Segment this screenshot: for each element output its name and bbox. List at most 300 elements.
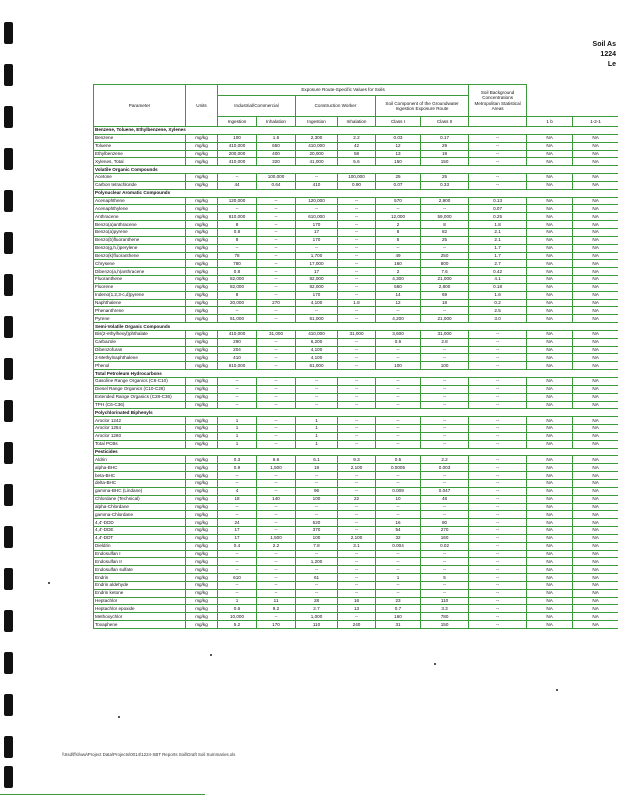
value-cell: 29 [421,142,469,150]
value-cell: -- [218,174,257,182]
value-cell: -- [338,385,376,393]
table-row [94,597,618,605]
value-cell: -- [257,205,296,213]
value-cell: NA [573,558,618,566]
value-cell: NA [573,621,618,629]
value-cell: 610,000 [218,362,257,370]
parameter-cell: Gasoline Range Organics (C6-C10) [94,378,186,386]
units-cell: mg/kg [186,519,218,527]
value-cell: 17 [218,527,257,535]
section-title: Polynuclear Aromatic Compounds [94,189,618,197]
value-cell: -- [218,385,257,393]
units-cell: mg/kg [186,346,218,354]
value-cell: -- [376,393,421,401]
table-row [94,283,618,291]
value-cell: NA [573,228,618,236]
table-row [94,158,618,166]
units-cell: mg/kg [186,621,218,629]
value-cell: -- [218,393,257,401]
value-cell: NA [573,487,618,495]
value-cell: 2,100 [338,534,376,542]
value-cell: NA [573,213,618,221]
value-cell: -- [257,268,296,276]
value-cell: 800 [421,260,469,268]
parameter-cell: Benzo(a)pyrene [94,228,186,236]
value-cell: 7.8 [296,542,338,550]
value-cell: 100,000 [338,174,376,182]
value-cell: 1 [296,425,338,433]
value-cell: -- [296,244,338,252]
units-cell: mg/kg [186,307,218,315]
table-row [94,385,618,393]
value-cell: 2.2 [257,542,296,550]
value-cell: 4,100 [296,346,338,354]
value-cell: -- [218,566,257,574]
value-cell: 0.3 [218,456,257,464]
value-cell: 2,300 [296,134,338,142]
units-cell: mg/kg [186,158,218,166]
section-row [94,370,618,378]
value-cell: 8 [421,221,469,229]
value-cell: -- [376,354,421,362]
value-cell: NA [573,158,618,166]
value-cell: -- [421,432,469,440]
value-cell: -- [469,519,527,527]
value-cell: NA [527,346,573,354]
header-class-2: Class II [421,117,469,127]
value-cell: -- [338,581,376,589]
table-row [94,181,618,189]
parameter-cell: Endosulfan sulfate [94,566,186,574]
value-cell: -- [421,378,469,386]
parameter-cell: Acenaphthene [94,197,186,205]
value-cell: 17,000 [296,260,338,268]
units-cell: mg/kg [186,197,218,205]
binder-hole [4,232,13,254]
value-cell: -- [218,589,257,597]
section-title: Total Petroleum Hydrocarbons [94,370,618,378]
value-cell: 31 [376,621,421,629]
parameter-cell: Heptachlor epoxide [94,605,186,613]
value-cell: -- [469,621,527,629]
units-cell: mg/kg [186,299,218,307]
value-cell: -- [257,338,296,346]
value-cell: -- [469,472,527,480]
binder-hole [4,316,13,338]
value-cell: NA [573,181,618,189]
header-soil-component: Soil Component of the Groundwater Ingestion Exposure Route [376,96,469,117]
value-cell: -- [338,338,376,346]
binder-hole [4,22,13,44]
value-cell: 4 [218,487,257,495]
value-cell: 4.1 [469,276,527,284]
table-row [94,346,618,354]
value-cell: 650 [257,142,296,150]
value-cell: 110 [296,621,338,629]
value-cell: 19 [421,150,469,158]
value-cell: -- [257,613,296,621]
header-line-3: Le [607,61,616,68]
units-cell: mg/kg [186,315,218,323]
value-cell: NA [527,472,573,480]
value-cell: -- [257,354,296,362]
value-cell: 3.0 [469,315,527,323]
header-parameter: Parameter [94,85,186,127]
value-cell: NA [573,472,618,480]
value-cell: 6.1 [296,456,338,464]
table-row [94,519,618,527]
value-cell: -- [421,354,469,362]
value-cell: 150 [376,158,421,166]
value-cell: -- [218,558,257,566]
value-cell: 0.07 [469,205,527,213]
value-cell: 0.003 [421,464,469,472]
value-cell: NA [527,291,573,299]
section-row [94,127,618,135]
parameter-cell: gamma-BHC (Lindane) [94,487,186,495]
value-cell: -- [257,432,296,440]
value-cell: 110 [421,597,469,605]
header-units: Units [186,85,218,127]
value-cell: 22 [338,495,376,503]
value-cell: -- [376,566,421,574]
value-cell: 3.3 [421,605,469,613]
parameter-cell: Aroclor 1254 [94,425,186,433]
value-cell: 1.7 [469,244,527,252]
value-cell: 100 [296,495,338,503]
parameter-cell: Carbon tetrachloride [94,181,186,189]
section-row [94,189,618,197]
value-cell: -- [338,283,376,291]
value-cell: 2.2 [421,456,469,464]
value-cell: 5 [376,236,421,244]
parameter-cell: Fluorene [94,283,186,291]
value-cell: 9.3 [338,456,376,464]
value-cell: NA [527,221,573,229]
value-cell: -- [469,440,527,448]
value-cell: -- [469,558,527,566]
units-cell: mg/kg [186,362,218,370]
units-cell: mg/kg [186,495,218,503]
value-cell: -- [421,417,469,425]
value-cell: 610 [218,574,257,582]
value-cell: NA [527,534,573,542]
value-cell: 69 [421,291,469,299]
value-cell: 8 [376,228,421,236]
table-row [94,566,618,574]
value-cell: -- [469,534,527,542]
units-cell: mg/kg [186,487,218,495]
value-cell: -- [469,566,527,574]
value-cell: -- [338,252,376,260]
value-cell: -- [218,479,257,487]
header-sb-sub-2: 1-2-1 [573,117,618,127]
value-cell: 410,000 [296,142,338,150]
units-cell: mg/kg [186,511,218,519]
value-cell: NA [527,550,573,558]
value-cell: NA [527,354,573,362]
value-cell: -- [376,581,421,589]
value-cell: 0.33 [421,181,469,189]
value-cell: -- [296,378,338,386]
units-cell: mg/kg [186,228,218,236]
units-cell: mg/kg [186,291,218,299]
value-cell: 0.009 [376,487,421,495]
value-cell: 410 [296,181,338,189]
value-cell: 2 [376,268,421,276]
value-cell: 170 [257,621,296,629]
value-cell: -- [338,550,376,558]
value-cell: NA [573,330,618,338]
scan-speck [434,663,436,665]
value-cell: NA [527,527,573,535]
value-cell: 28 [296,597,338,605]
value-cell: -- [469,401,527,409]
value-cell: -- [469,330,527,338]
value-cell: NA [527,597,573,605]
value-cell: -- [338,574,376,582]
value-cell: -- [469,503,527,511]
table-row [94,252,618,260]
value-cell: NA [573,401,618,409]
value-cell: -- [376,244,421,252]
binder-hole [4,766,13,788]
value-cell: -- [338,472,376,480]
value-cell: 82 [421,228,469,236]
value-cell: -- [421,425,469,433]
parameter-cell: 4,4'-DDT [94,534,186,542]
value-cell: -- [257,574,296,582]
table-row [94,134,618,142]
section-row [94,409,618,417]
units-cell: mg/kg [186,534,218,542]
value-cell: 31,000 [338,330,376,338]
value-cell: -- [257,346,296,354]
parameter-cell: Heptachlor [94,597,186,605]
value-cell: 0.6 [376,338,421,346]
value-cell: -- [469,432,527,440]
value-cell: 0.0005 [376,464,421,472]
value-cell: -- [257,315,296,323]
value-cell: NA [573,550,618,558]
table-row [94,503,618,511]
value-cell: 120,000 [296,197,338,205]
value-cell: 4,300 [376,276,421,284]
parameter-cell: Fluoranthene [94,276,186,284]
value-cell: 12 [376,299,421,307]
value-cell: 2.8 [421,338,469,346]
value-cell: NA [527,385,573,393]
value-cell: 120,000 [218,197,257,205]
value-cell: 1 [218,597,257,605]
value-cell: 410,000 [218,330,257,338]
parameter-cell: Methoxychlor [94,613,186,621]
table-row [94,268,618,276]
value-cell: -- [296,205,338,213]
value-cell: -- [338,479,376,487]
parameter-cell: Phenol [94,362,186,370]
header-line-2: 1224 [600,51,616,58]
table-row [94,150,618,158]
value-cell: NA [527,432,573,440]
section-row [94,448,618,456]
value-cell: NA [573,378,618,386]
value-cell: 240 [338,621,376,629]
value-cell: 204 [218,346,257,354]
units-cell: mg/kg [186,338,218,346]
value-cell: NA [573,393,618,401]
table-row [94,534,618,542]
value-cell: NA [573,268,618,276]
table-row [94,550,618,558]
value-cell: 24 [218,519,257,527]
value-cell: 170 [296,236,338,244]
value-cell: 170 [296,291,338,299]
value-cell: 0.8 [218,268,257,276]
value-cell: NA [527,268,573,276]
value-cell: NA [573,581,618,589]
binder-hole [4,106,13,128]
value-cell: -- [257,566,296,574]
header-exposure-group: Exposure Route-Specific Values for Soils [218,85,469,96]
value-cell: NA [527,425,573,433]
value-cell: -- [376,550,421,558]
value-cell: 11 [257,597,296,605]
value-cell: 0.7 [376,605,421,613]
value-cell: -- [469,393,527,401]
parameter-cell: Ethylbenzene [94,150,186,158]
value-cell: -- [469,613,527,621]
value-cell: NA [573,527,618,535]
scan-speck [118,716,120,718]
table-row [94,589,618,597]
value-cell: NA [573,519,618,527]
value-cell: 54 [376,527,421,535]
binder-hole [4,736,13,758]
value-cell: 1.7 [469,252,527,260]
value-cell: -- [338,503,376,511]
value-cell: -- [376,401,421,409]
value-cell: -- [421,581,469,589]
value-cell: NA [573,236,618,244]
value-cell: 2.7 [296,605,338,613]
binder-hole [4,442,13,464]
value-cell: 1.8 [469,221,527,229]
units-cell: mg/kg [186,440,218,448]
value-cell: 2.5 [469,307,527,315]
table-row [94,440,618,448]
value-cell: -- [257,440,296,448]
table-row [94,307,618,315]
value-cell: NA [573,150,618,158]
value-cell: -- [469,338,527,346]
value-cell: 100 [376,362,421,370]
value-cell: 0.5 [376,456,421,464]
value-cell: 410 [218,354,257,362]
value-cell: 0.6 [218,605,257,613]
value-cell: -- [218,511,257,519]
value-cell: -- [469,527,527,535]
units-cell: mg/kg [186,566,218,574]
parameter-cell: Anthracene [94,213,186,221]
value-cell: 32 [376,534,421,542]
value-cell: 12,000 [376,213,421,221]
value-cell: 10,000 [218,613,257,621]
units-cell: mg/kg [186,150,218,158]
units-cell: mg/kg [186,597,218,605]
value-cell: 10 [376,495,421,503]
value-cell: 1 [218,425,257,433]
table-row [94,417,618,425]
value-cell: -- [469,134,527,142]
value-cell: 4,100 [296,299,338,307]
table-row [94,472,618,480]
value-cell: -- [376,503,421,511]
units-cell: mg/kg [186,276,218,284]
table-row [94,401,618,409]
value-cell: NA [527,581,573,589]
value-cell: NA [573,417,618,425]
units-cell: mg/kg [186,574,218,582]
value-cell: 61,000 [296,362,338,370]
section-row [94,166,618,174]
value-cell: NA [573,307,618,315]
value-cell: 1 [218,432,257,440]
document-header [593,40,616,70]
parameter-cell: Benzo(b)fluoranthene [94,236,186,244]
value-cell: NA [573,503,618,511]
value-cell: 0.13 [469,197,527,205]
value-cell: -- [257,589,296,597]
units-cell: mg/kg [186,142,218,150]
value-cell: -- [376,307,421,315]
value-cell: 0.07 [376,181,421,189]
value-cell: -- [296,503,338,511]
header-inhalation: Inhalation [338,117,376,127]
value-cell: -- [469,181,527,189]
value-cell: 0.2 [469,299,527,307]
value-cell: 150 [421,158,469,166]
binder-hole [4,274,13,296]
value-cell: NA [573,511,618,519]
table-row [94,276,618,284]
value-cell: 82,000 [296,276,338,284]
value-cell: NA [573,362,618,370]
value-cell: -- [469,417,527,425]
parameter-cell: 4,4'-DDE [94,527,186,535]
value-cell: -- [257,221,296,229]
value-cell: NA [573,252,618,260]
units-cell: mg/kg [186,181,218,189]
value-cell: NA [527,134,573,142]
units-cell: mg/kg [186,542,218,550]
parameter-cell: Endosulfan II [94,558,186,566]
value-cell: -- [338,228,376,236]
value-cell: 0.64 [257,181,296,189]
value-cell: 13 [338,605,376,613]
parameter-cell: alpha-Chlordane [94,503,186,511]
parameter-cell: Acetone [94,174,186,182]
value-cell: 0.004 [376,542,421,550]
parameter-cell: TPH (C6-C36) [94,401,186,409]
value-cell: -- [257,307,296,315]
value-cell: -- [257,228,296,236]
value-cell: -- [257,550,296,558]
value-cell: -- [257,479,296,487]
value-cell: -- [421,205,469,213]
parameter-cell: Extended Range Organics (C28-C36) [94,393,186,401]
value-cell: 18 [421,299,469,307]
